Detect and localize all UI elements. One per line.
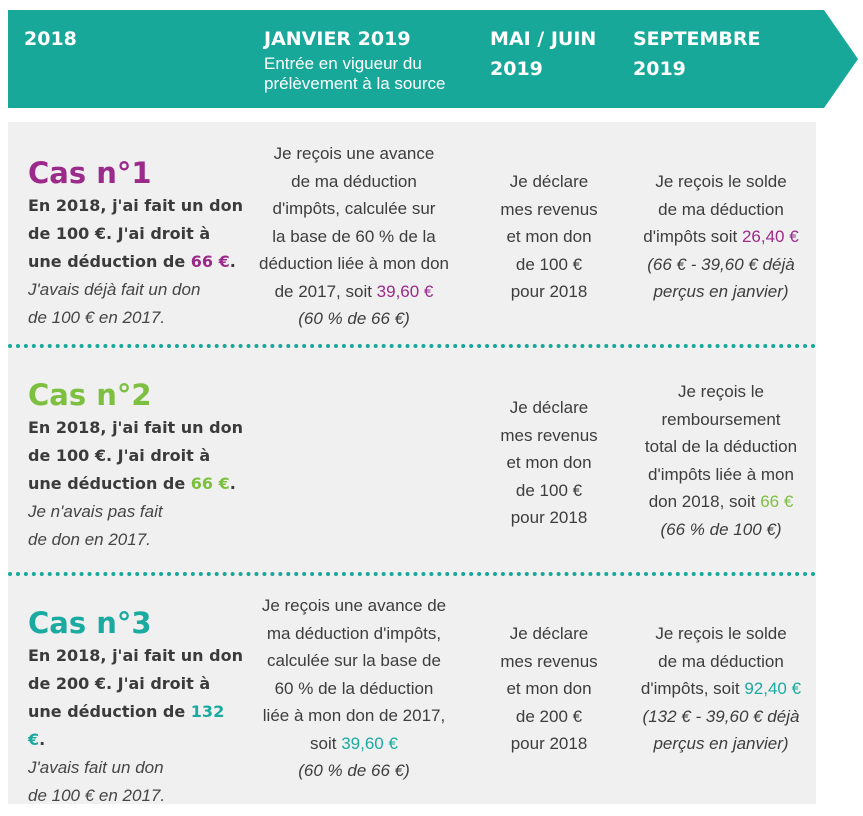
case-1-mayjune: Je déclare mes revenus et mon don de 100 € pour 2018 <box>500 172 598 301</box>
case-3-september: Je reçois le solde de ma déduction d'impôts, soit 92,40 € (132 € - 39,60 € déjà perçus en janvier) <box>640 624 802 753</box>
case-3-september-amount: 92,40 € <box>744 679 802 698</box>
case-3-amount: 132 € <box>28 702 225 749</box>
case-2-september-amount: 66 € <box>760 492 794 511</box>
case-2-mayjune: Je déclare mes revenus et mon don de 100 € pour 2018 <box>500 398 598 527</box>
case-1-amount: 66 € <box>190 252 230 271</box>
case-1-title: Cas n°1 <box>28 156 152 190</box>
dotted-divider-2 <box>8 572 816 576</box>
case-2-amount: 66 € <box>190 474 230 493</box>
header-col-2018: 2018 <box>24 28 77 50</box>
case-3-january: Je reçois une avance de ma déduction d'impôts, calculée sur la base de 60 % de la déduction liée à mon don de 2017, soit 39,60 € (60 % de 66 €) <box>261 596 447 780</box>
header-col-january <box>264 24 445 94</box>
header-january-sub-1: Entrée en vigueur du <box>264 54 422 73</box>
case-2-september: Je reçois le remboursement total de la déduction d'impôts liée à mon don 2018, soit 66 € (66 % de 100 €) <box>644 382 798 539</box>
case-3-description: En 2018, j'ai fait un don de 200 €. J'ai droit à une déduction de 132 €. J'avais fait un don de 100 € en 2017. <box>28 646 243 805</box>
case-1-september-amount: 26,40 € <box>741 227 799 246</box>
case-1-description: En 2018, j'ai fait un don de 100 €. J'ai droit à une déduction de 66 €. J'avais déjà fait un don de 100 € en 2017. <box>28 196 243 327</box>
case-3-title: Cas n°3 <box>28 606 152 640</box>
case-3-mayjune: Je déclare mes revenus et mon don de 200 € pour 2018 <box>500 624 598 753</box>
case-1-january: Je reçois une avance de ma déduction d'impôts, calculée sur la base de 60 % de la déduction liée à mon don de 2017, soit 39,60 € (60 % de 66 €) <box>259 144 449 328</box>
cases-panel <box>8 122 816 804</box>
case-3-january-amount: 39,60 € <box>341 733 398 753</box>
timeline-header <box>8 10 858 108</box>
case-2-description: En 2018, j'ai fait un don de 100 €. J'ai droit à une déduction de 66 €. Je n'avais pas fait de don en 2017. <box>28 418 243 549</box>
dotted-divider-1 <box>8 344 816 348</box>
header-january-title: JANVIER 2019 <box>264 28 411 50</box>
header-january-sub-2: prélèvement à la source <box>264 74 446 93</box>
case-1-september: Je reçois le solde de ma déduction d'impôts soit 26,40 € (66 € - 39,60 € déjà perçus en janvier) <box>643 172 799 301</box>
case-2-title: Cas n°2 <box>28 378 152 412</box>
header-col-september: SEPTEMBRE 2019 <box>633 28 761 80</box>
header-col-mayjune: MAI / JUIN 2019 <box>490 28 597 80</box>
case-1-january-amount: 39,60 € <box>376 281 434 301</box>
